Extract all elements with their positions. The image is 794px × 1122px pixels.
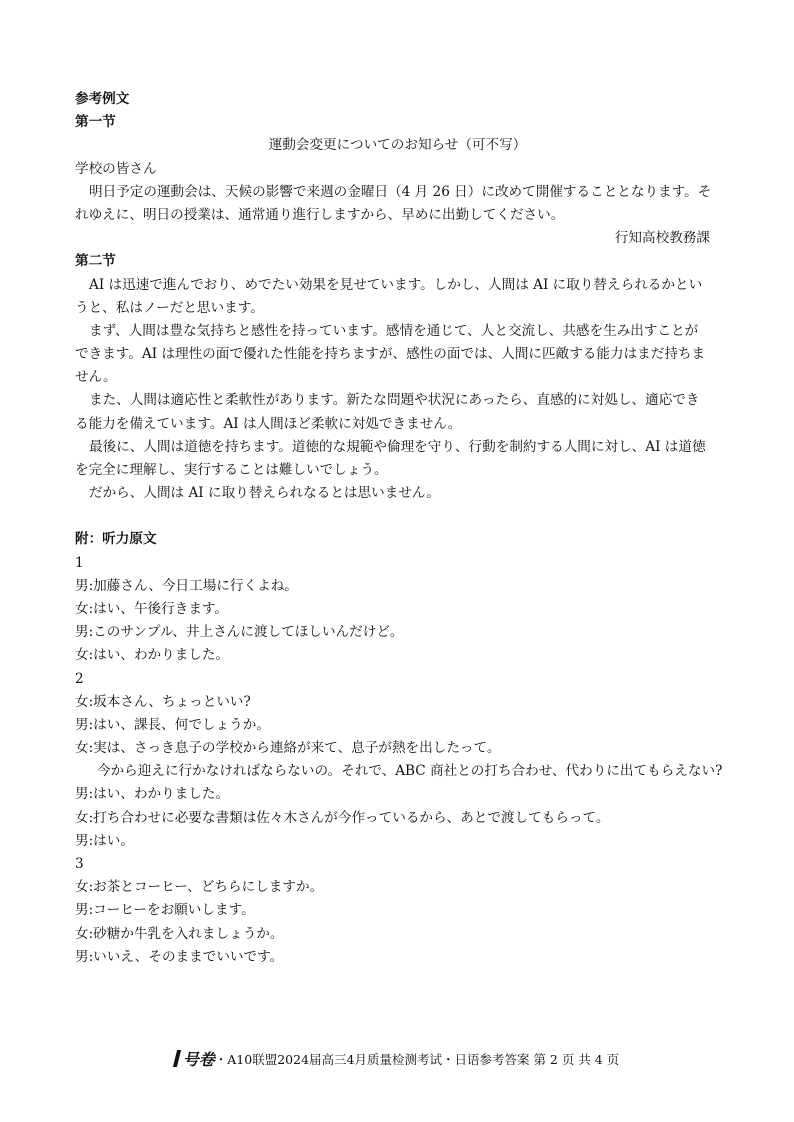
dialogue-line: 女:はい、午後行きます。 — [75, 600, 229, 617]
notice-greeting: 学校の皆さん — [75, 160, 157, 177]
dialogue-line: 女:砂糖か牛乳を入れましょうか。 — [75, 925, 284, 942]
dialogue-line: 女:お茶とコーヒー、どちらにしますか。 — [75, 879, 324, 896]
page-footer — [0, 1050, 794, 1069]
essay-line: また、人間は適応性と柔軟性があります。新たな問題や状況にあったら、直感的に対処し、適応でき — [89, 392, 700, 409]
section1-label: 第一节 — [75, 114, 116, 131]
essay-line: だから、人間は AI に取り替えられなるとは思いません。 — [89, 485, 440, 502]
dialogue-line: 女:打ち合わせに必要な書類は佐々木さんが今作っているから、あとで渡してもらって。 — [75, 809, 610, 826]
dialogue-line: 男:コーヒーをお願いします。 — [75, 902, 255, 919]
dialogue-number: 2 — [75, 670, 84, 687]
essay-line: AI は迅速で進んでおり、めでたい効果を見せています。しかし、人間は AI に取り替えられるかとい — [89, 276, 703, 293]
notice-body-line: れゆえに、明日の授業は、通常通り進行しますから、早めに出勤してください。 — [75, 206, 565, 223]
essay-line: まず、人間は豊な気持ちと感性を持っています。感情を通じて、人と交流し、共感を生み出すことが — [89, 322, 699, 339]
dialogue-line: 男:このサンプル、井上さんに渡してほしいんだけど。 — [75, 624, 404, 641]
notice-title: 運動会変更についてのお知らせ（可不写） — [268, 137, 527, 154]
answer-page — [75, 88, 723, 969]
dialogue-line: 女:坂本さん、ちょっといい? — [75, 693, 251, 710]
dialogue-line: 女:はい、わかりました。 — [75, 647, 230, 664]
dialogue-line: 男:はい。 — [75, 832, 134, 849]
dialogue-number: 3 — [75, 856, 84, 872]
notice-body-line: 明日予定の運動会は、天候の影響で来週の金曜日（4 月 26 日）に改めて開催することとなります。そ — [89, 183, 712, 200]
dialogue-line: 女:実は、さっき息子の学校から連絡が来て、息子が熱を出したって。 — [75, 740, 501, 757]
section2-label: 第二节 — [75, 253, 116, 270]
publisher-logo: 号卷 — [182, 1050, 215, 1069]
listening-label: 附：听力原文 — [75, 531, 157, 548]
sample-heading: 参考例文 — [75, 91, 130, 107]
logo-mark-icon — [173, 1050, 181, 1067]
essay-line: を完全に理解し、実行することは難しいでしょう。 — [75, 462, 388, 478]
notice-signature: 行知高校教務課 — [614, 230, 710, 247]
dialogue-line: 今から迎えに行かなければならないの。それで、ABC 商社との打ち合わせ、代わりに出てもらえない? — [97, 763, 723, 780]
footer-text: ・A10联盟2024届高三4月质量检测考试・日语参考答案 第 2 页 共 4 页 — [214, 1052, 620, 1067]
essay-line: できます。AI は理性の面で優れた性能を持ちますが、感性の面では、人間に匹敵する能力はまだ持ちま — [75, 346, 706, 363]
essay-line: うと、私はノーだと思います。 — [75, 299, 264, 316]
essay-line: 最後に、人間は道徳を持ちます。道徳的な規範や倫理を守り、行動を制約する人間に対し、AI は道徳 — [89, 438, 706, 455]
dialogue-line: 男:はい、課長、何でしょうか。 — [75, 716, 270, 733]
dialogue-line: 男:はい、わかりました。 — [75, 786, 230, 803]
essay-line: る能力を備えています。AI は人間ほど柔軟に対処できません。 — [75, 415, 462, 432]
dialogue-line: 男:加藤さん、今日工場に行くよね。 — [75, 577, 298, 594]
spacer — [75, 505, 720, 528]
dialogue-line: 男:いいえ、そのままでいいです。 — [75, 948, 284, 965]
essay-line: せん。 — [75, 369, 117, 386]
dialogue-number: 1 — [75, 554, 84, 571]
